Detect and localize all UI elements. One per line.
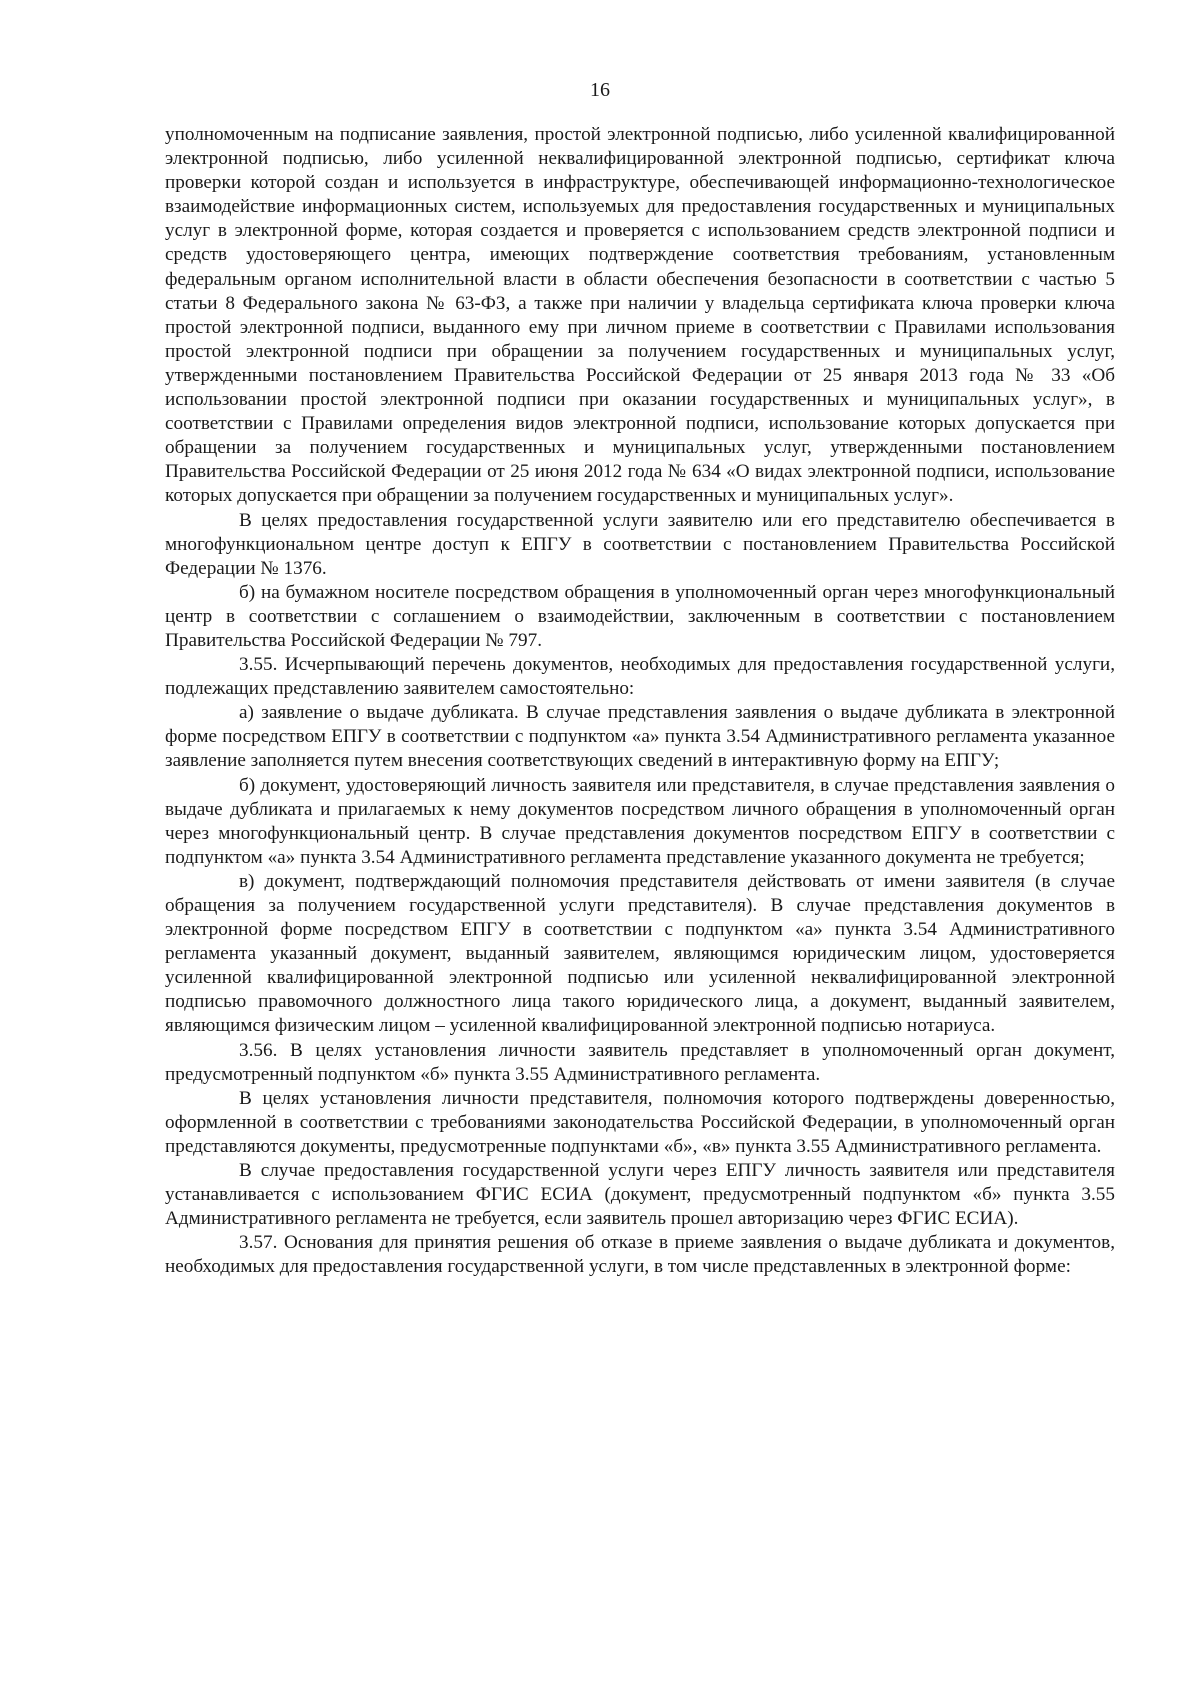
paragraph: В случае предоставления государственной услуги через ЕПГУ личность заявителя или представителя устанавливается с использованием ФГИС ЕСИА (документ, предусмотренный подпунктом «б» пункта 3.55 Административного регламента не требуется, если заявитель прошел авторизацию через ФГИС ЕСИА). — [165, 1160, 1115, 1230]
paragraph: 3.57. Основания для принятия решения об отказе в приеме заявления о выдаче дубликата и документов, необходимых для предоставления государственной услуги, в том числе представленных в электронной форме: — [165, 1232, 1115, 1278]
paragraph: В целях установления личности представителя, полномочия которого подтверждены доверенностью, оформленной в соответствии с требованиями законодательства Российской Федерации, в уполномоченный орган представляются документы, предусмотренные подпунктами «б», «в» пункта 3.55 Административного регламента. — [165, 1087, 1115, 1157]
paragraph: в) документ, подтверждающий полномочия представителя действовать от имени заявителя (в случае обращения за получением государственной услуги представителя). В случае представления документов в электронной форме посредством ЕПГУ в соответствии с подпунктом «а» пункта 3.54 Административного регламента указанный документ, выданный заявителем, являющимся юридическим лицом, удостоверяется усиленной квалифицированной электронной подписью или усиленной неквалифицированной электронной подписью правомочного должностного лица такого юридического лица, а документ, выданный заявителем, являющимся физическим лицом – усиленной квалифицированной электронной подписью нотариуса. — [165, 870, 1115, 1037]
document-body — [165, 123, 1115, 1280]
page-number: 16 — [590, 79, 610, 101]
paragraph: 3.55. Исчерпывающий перечень документов, необходимых для предоставления государственной услуги, подлежащих представлению заявителем самостоятельно: — [165, 654, 1115, 700]
paragraph: а) заявление о выдаче дубликата. В случае представления заявления о выдаче дубликата в электронной форме посредством ЕПГУ в соответствии с подпунктом «а» пункта 3.54 Административного регламента указанное заявление заполняется путем внесения соответствующих сведений в интерактивную форму на ЕПГУ; — [165, 702, 1115, 772]
paragraph: б) документ, удостоверяющий личность заявителя или представителя, в случае представления заявления о выдаче дубликата и прилагаемых к нему документов посредством личного обращения в уполномоченный орган через многофункциональный центр. В случае представления документов посредством ЕПГУ в соответствии с подпунктом «а» пункта 3.54 Административного регламента представление указанного документа не требуется; — [165, 774, 1115, 868]
paragraph: В целях предоставления государственной услуги заявителю или его представителю обеспечивается в многофункциональном центре доступ к ЕПГУ в соответствии с постановлением Правительства Российской Федерации № 1376. — [165, 509, 1115, 579]
paragraph: 3.56. В целях установления личности заявитель представляет в уполномоченный орган документ, предусмотренный подпунктом «б» пункта 3.55 Административного регламента. — [165, 1039, 1115, 1085]
paragraph: уполномоченным на подписание заявления, простой электронной подписью, либо усиленной квалифицированной электронной подписью, либо усиленной неквалифицированной электронной подписью, сертификат ключа проверки которой создан и используется в инфраструктуре, обеспечивающей информационно-технологическое взаимодействие информационных систем, используемых для предоставления государственных и муниципальных услуг в электронной форме, которая создается и проверяется с использованием средств электронной подписи и средств удостоверяющего центра, имеющих подтверждение соответствия требованиям, установленным федеральным органом исполнительной власти в области обеспечения безопасности в соответствии с частью 5 статьи 8 Федерального закона № 63-ФЗ, а также при наличии у владельца сертификата ключа проверки ключа простой электронной подписи, выданного ему при личном приеме в соответствии с Правилами использования простой электронной подписи при обращении за получением государственных и муниципальных услуг, утвержденными постановлением Правительства Российской Федерации от 25 января 2013 года № 33 «Об использовании простой электронной подписи при оказании государственных и муниципальных услуг», в соответствии с Правилами определения видов электронной подписи, использование которых допускается при обращении за получением государственных и муниципальных услуг, утвержденными постановлением Правительства Российской Федерации от 25 июня 2012 года № 634 «О видах электронной подписи, использование которых допускается при обращении за получением государственных и муниципальных услуг». — [165, 124, 1115, 507]
paragraph: б) на бумажном носителе посредством обращения в уполномоченный орган через многофункциональный центр в соответствии с соглашением о взаимодействии, заключенным в соответствии с постановлением Правительства Российской Федерации № 797. — [165, 581, 1115, 651]
